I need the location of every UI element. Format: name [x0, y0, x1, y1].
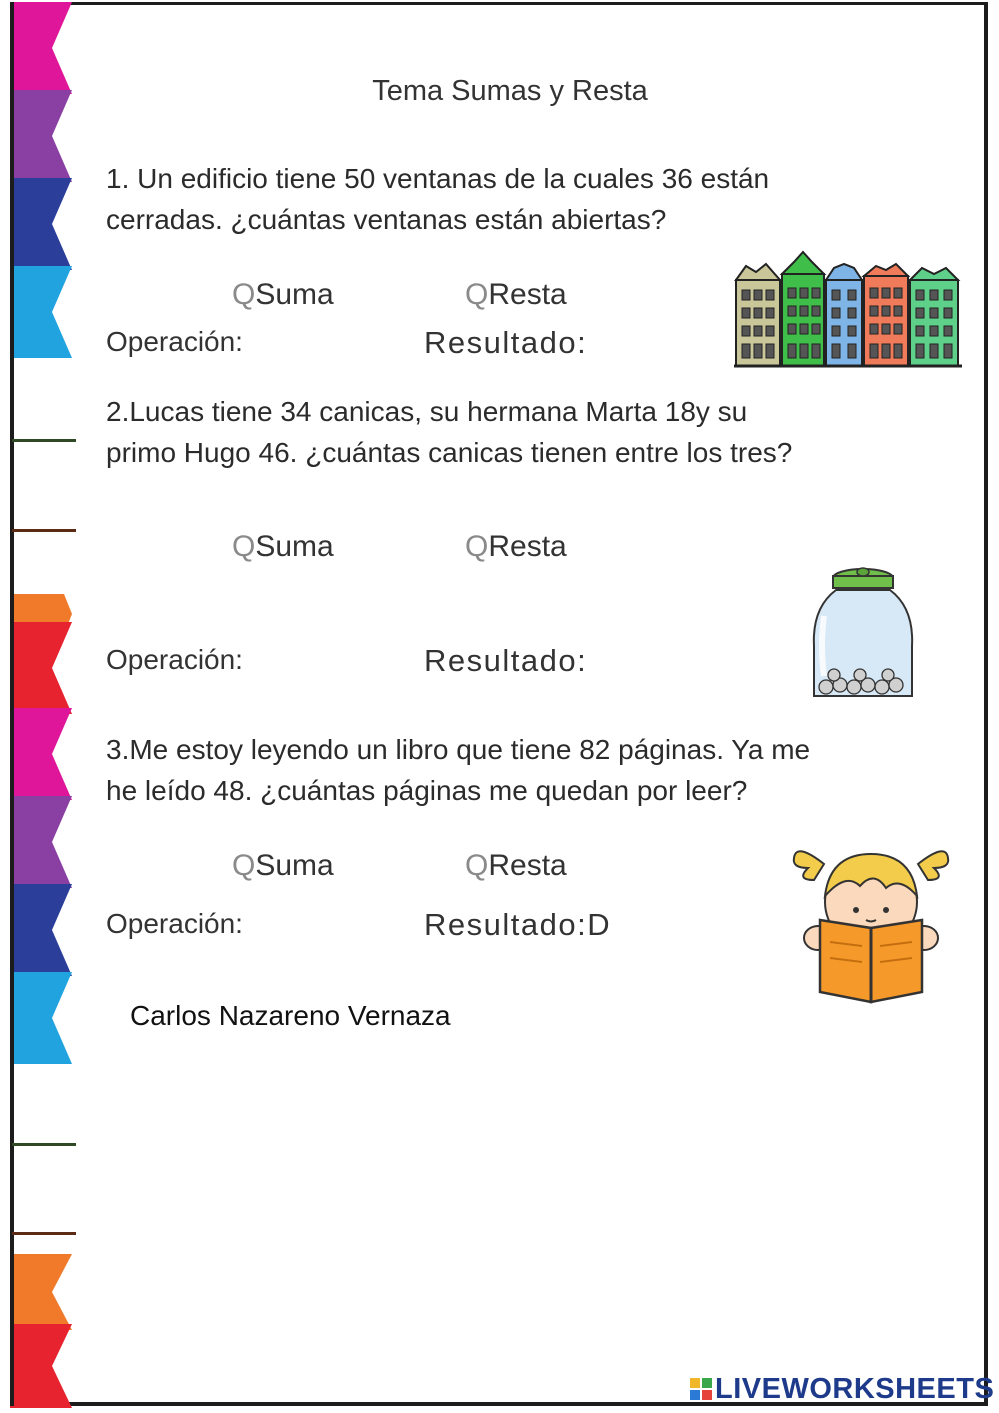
page-title: Tema Sumas y Resta [372, 75, 648, 107]
checkbox-icon[interactable]: Q [232, 849, 256, 882]
question-3-resultado-label: Resultado:D [424, 907, 612, 942]
navy-tab [10, 884, 72, 976]
question-1-operacion-label: Operación: [106, 326, 243, 357]
question-3-text [106, 729, 810, 811]
question-2-option-suma[interactable] [232, 530, 334, 564]
checkbox-icon[interactable]: Q [232, 278, 256, 311]
marble-jar-illustration [808, 566, 918, 703]
divider-line [12, 529, 76, 532]
orange-tab [10, 1254, 72, 1330]
option-label: Resta [488, 530, 567, 563]
question-3-option-resta[interactable] [465, 849, 567, 883]
question-2-line-1: 2.Lucas tiene 34 canicas, su hermana Marta 18y su [106, 396, 748, 427]
liveworksheets-logo-icon [690, 1378, 712, 1400]
question-1-option-resta[interactable] [465, 278, 567, 312]
question-1-line-1: 1. Un edificio tiene 50 ventanas de la cuales 36 están [106, 163, 770, 194]
question-2-line-2: primo Hugo 46. ¿cuántas canicas tienen entre los tres? [106, 437, 793, 468]
checkbox-icon[interactable]: Q [232, 530, 256, 563]
option-label: Resta [488, 278, 567, 311]
question-2-option-resta[interactable] [465, 530, 567, 564]
left-border [10, 2, 14, 1406]
navy-tab [10, 178, 72, 270]
divider-line [12, 1143, 76, 1146]
cyan-tab [10, 972, 72, 1064]
checkbox-icon[interactable]: Q [465, 278, 489, 311]
author-name: Carlos Nazareno Vernaza [130, 1000, 451, 1031]
question-2-resultado-label: Resultado: [424, 643, 588, 678]
checkbox-icon[interactable]: Q [465, 530, 489, 563]
question-1-text [106, 158, 769, 240]
question-3-line-2: he leído 48. ¿cuántas páginas me quedan por leer? [106, 775, 748, 806]
question-2-text [106, 391, 792, 473]
girl-reading-illustration [790, 824, 952, 1009]
buildings-illustration [734, 250, 962, 375]
option-label: Suma [255, 278, 334, 311]
purple-tab [10, 796, 72, 888]
question-1-resultado-label: Resultado: [424, 325, 588, 360]
option-label: Resta [488, 849, 567, 882]
option-label: Suma [255, 849, 334, 882]
question-2-operacion-label: Operación: [106, 644, 243, 675]
pink-tab [10, 708, 72, 800]
question-1-option-suma[interactable] [232, 278, 334, 312]
liveworksheets-brand[interactable] [690, 1374, 994, 1404]
red-tab [10, 622, 72, 714]
question-3-operacion-label: Operación: [106, 908, 243, 939]
checkbox-icon[interactable]: Q [465, 849, 489, 882]
divider-line [12, 439, 76, 442]
question-3-line-1: 3.Me estoy leyendo un libro que tiene 82 páginas. Ya me [106, 734, 811, 765]
option-label: Suma [255, 530, 334, 563]
red-tab [10, 1324, 72, 1408]
decorative-tab-strip [10, 2, 76, 1406]
divider-line [12, 1232, 76, 1235]
cyan-tab [10, 266, 72, 358]
question-1-line-2: cerradas. ¿cuántas ventanas están abiertas? [106, 204, 667, 235]
question-3-option-suma[interactable] [232, 849, 334, 883]
brand-name: LIVEWORKSHEETS [715, 1372, 995, 1405]
